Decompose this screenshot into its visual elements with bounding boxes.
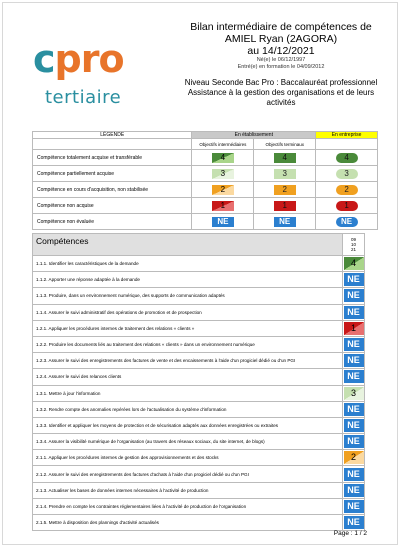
- competence-row: [33, 450, 365, 466]
- competence-label: 1.2.1. Appliquer les procédures internes de traitement des relations « clients »: [33, 320, 343, 336]
- not-evaluated-badge: NE: [344, 468, 364, 481]
- competence-label: 1.2.4. Assurer le suivi des relances clients: [33, 369, 343, 385]
- level-4-intermediate-badge: 4: [212, 153, 234, 163]
- competence-label: 1.1.1. Identifier les caractéristiques de la demande: [33, 256, 343, 272]
- competence-label: 1.3.2. Rendre compte des anomalies repérées lors de l'actualisation du système d'information: [33, 401, 343, 417]
- level-badge: 4: [344, 257, 364, 270]
- date-part: 21: [350, 247, 356, 252]
- not-evaluated-badge: NE: [344, 370, 364, 383]
- competence-row: [33, 417, 365, 433]
- competence-row: [33, 482, 365, 498]
- competence-row: [33, 369, 365, 385]
- competence-row: [33, 288, 365, 304]
- report-title-line1: Bilan intermédiaire de compétences de: [190, 21, 372, 33]
- competence-row: [33, 434, 365, 450]
- level-3-intermediate-badge: 3: [212, 169, 234, 179]
- page: [2, 2, 398, 545]
- level-badge: 2: [344, 451, 364, 464]
- not-evaluated-badge: NE: [344, 419, 364, 432]
- program-line3: activités: [266, 98, 296, 107]
- not-evaluated-terminal-badge: NE: [274, 217, 296, 227]
- competence-label: 1.3.1. Mettre à jour l'information: [33, 385, 343, 401]
- legend-row: [33, 166, 378, 182]
- level-2-company-badge: 2: [336, 185, 358, 195]
- level-3-company-badge: 3: [336, 169, 358, 179]
- level-badge: 3: [344, 387, 364, 400]
- competence-label: 2.1.4. Prendre en compte les contraintes réglementaires liées à l'activité de production de l'organisation: [33, 498, 343, 514]
- legend-label: Compétence en cours d'acquisition, non stabilisée: [33, 182, 192, 198]
- competence-row: [33, 401, 365, 417]
- logo-wordmark: [33, 37, 124, 81]
- legend-title: LÉGENDE: [33, 132, 192, 139]
- level-1-company-badge: 1: [336, 201, 358, 211]
- legend-table: [32, 131, 378, 230]
- level-1-terminal-badge: 1: [274, 201, 296, 211]
- logo-pro: pro: [54, 37, 124, 81]
- legend-label: Compétence non évaluée: [33, 214, 192, 230]
- competence-row: [33, 320, 365, 336]
- not-evaluated-badge: NE: [344, 354, 364, 367]
- competence-row: [33, 466, 365, 482]
- date-part: 09: [350, 237, 356, 242]
- competence-label: 1.2.3. Assurer le suivi des enregistrements des factures de vente et des encaissements à l'aide d'un progiciel dédié ou d'un PGI: [33, 353, 343, 369]
- legend-blank: [33, 139, 192, 150]
- logo-c: c: [33, 37, 55, 81]
- legend-row: [33, 150, 378, 166]
- evaluation-date-header: [343, 234, 365, 256]
- competence-row: [33, 385, 365, 401]
- student-name: AMIEL Ryan (2AGORA): [224, 33, 338, 45]
- page-number: Page : 1 / 2: [333, 530, 367, 537]
- competence-label: 2.1.1. Appliquer les procédures internes de gestion des approvisionnements et des stocks: [33, 450, 343, 466]
- legend-sub-intermediaires: Objectifs intermédiaires: [192, 139, 254, 150]
- logo-subtitle: tertiaire: [45, 87, 122, 108]
- level-2-terminal-badge: 2: [274, 185, 296, 195]
- level-2-intermediate-badge: 2: [212, 185, 234, 195]
- report-header: [163, 21, 399, 108]
- birth-date: Né(e) le 06/12/1997: [256, 57, 306, 63]
- date-part: 10: [350, 242, 356, 247]
- cpro-logo: [33, 37, 143, 117]
- competence-row: [33, 498, 365, 514]
- competences-title: Compétences: [33, 234, 343, 256]
- legend-row: [33, 182, 378, 198]
- legend-col-etablissement: En établissement: [192, 132, 316, 139]
- competence-row: [33, 336, 365, 352]
- level-badge: 1: [344, 322, 364, 335]
- not-evaluated-badge: NE: [344, 273, 364, 286]
- competence-label: 1.3.4. Assurer la visibilité numérique de l'organisation (au travers des réseaux sociaux, du site internet, de blogs): [33, 434, 343, 450]
- competence-label: 2.1.2. Assurer le suivi des enregistrements des factures d'achats à l'aide d'un progiciel dédié ou d'un PGI: [33, 466, 343, 482]
- not-evaluated-company-badge: NE: [336, 217, 358, 227]
- level-4-company-badge: 4: [336, 153, 358, 163]
- competence-label: 1.1.3. Produire, dans un environnement numérique, des supports de communication adaptés: [33, 288, 343, 304]
- legend-sub-terminaux: Objectifs terminaux: [254, 139, 316, 150]
- competence-label: 2.1.3. Actualiser les bases de données internes nécessaires à l'activité de production: [33, 482, 343, 498]
- not-evaluated-badge: NE: [344, 403, 364, 416]
- not-evaluated-badge: NE: [344, 500, 364, 513]
- legend-row: [33, 198, 378, 214]
- program-line1: Niveau Seconde Bac Pro : Baccalauréat professionnel: [184, 78, 378, 87]
- level-4-terminal-badge: 4: [274, 153, 296, 163]
- competence-label: 1.3.3. Identifier et appliquer les moyens de protection et de sécurisation adaptés aux données enregistrées ou extraites: [33, 417, 343, 433]
- not-evaluated-badge: NE: [344, 289, 364, 302]
- level-3-terminal-badge: 3: [274, 169, 296, 179]
- program-line2: Assistance à la gestion des organisations et de leurs: [187, 88, 375, 97]
- competence-row: [33, 304, 365, 320]
- competence-label: 1.2.2. Produire les documents liés au traitement des relations « clients » dans un environnement numérique: [33, 336, 343, 352]
- legend-sub-entreprise: [316, 139, 378, 150]
- not-evaluated-badge: NE: [344, 306, 364, 319]
- not-evaluated-badge: NE: [344, 338, 364, 351]
- report-date: au 14/12/2021: [247, 45, 315, 57]
- legend-label: Compétence totalement acquise et transférable: [33, 150, 192, 166]
- competence-label: 1.1.2. Apporter une réponse adaptée à la demande: [33, 272, 343, 288]
- competences-table: [32, 233, 365, 531]
- competence-label: 1.1.4. Assurer le suivi administratif des opérations de promotion et de prospection: [33, 304, 343, 320]
- level-1-intermediate-badge: 1: [212, 201, 234, 211]
- not-evaluated-intermediate-badge: NE: [212, 217, 234, 227]
- competence-label: 2.1.5. Mettre à disposition des plannings d'activité actualisés: [33, 515, 343, 531]
- legend-label: Compétence partiellement acquise: [33, 166, 192, 182]
- not-evaluated-badge: NE: [344, 516, 364, 529]
- competence-row: [33, 515, 365, 531]
- not-evaluated-badge: NE: [344, 435, 364, 448]
- legend-row: [33, 214, 378, 230]
- legend-col-entreprise: En entreprise: [316, 132, 378, 139]
- competence-row: [33, 353, 365, 369]
- legend-label: Compétence non acquise: [33, 198, 192, 214]
- not-evaluated-badge: NE: [344, 484, 364, 497]
- competence-row: [33, 256, 365, 272]
- entry-date: Entré(e) en formation le 04/09/2012: [237, 63, 325, 70]
- competence-row: [33, 272, 365, 288]
